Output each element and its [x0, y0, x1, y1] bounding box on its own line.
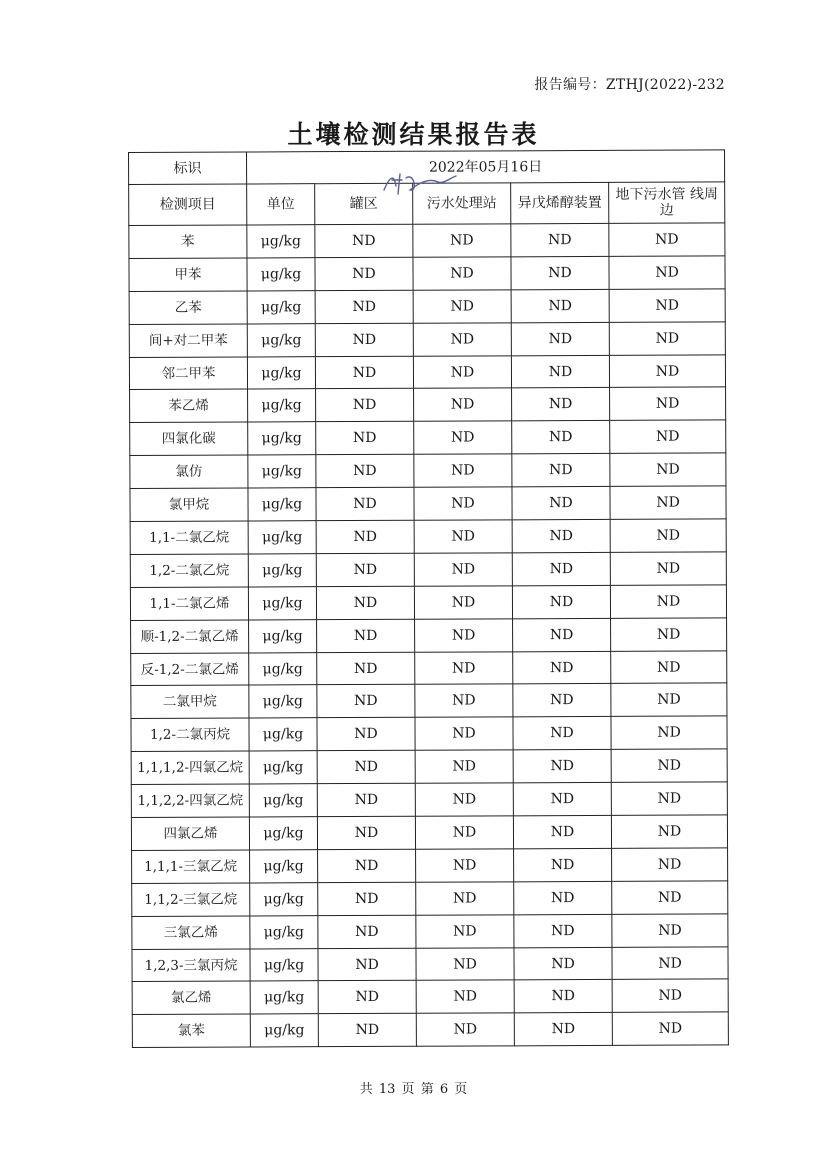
item-name: 三氯乙烯: [132, 916, 250, 949]
result-cell: ND: [414, 520, 512, 553]
result-cell: ND: [609, 322, 725, 355]
unit-cell: μg/kg: [250, 850, 318, 883]
result-cell: ND: [514, 980, 612, 1013]
result-cell: ND: [514, 947, 612, 980]
result-cell: ND: [315, 290, 413, 323]
result-cell: ND: [512, 421, 610, 454]
item-name: 1,1,2-三氯乙烷: [132, 883, 250, 916]
unit-cell: μg/kg: [248, 521, 316, 554]
result-cell: ND: [611, 815, 727, 848]
unit-cell: μg/kg: [248, 554, 316, 587]
result-cell: ND: [513, 783, 611, 816]
unit-cell: μg/kg: [250, 915, 318, 948]
unit-cell: μg/kg: [250, 981, 318, 1014]
result-cell: ND: [413, 290, 511, 323]
result-cell: ND: [413, 355, 511, 388]
result-cell: ND: [317, 718, 415, 751]
result-cell: ND: [611, 650, 727, 683]
item-name: 1,1-二氯乙烷: [130, 521, 248, 554]
result-cell: ND: [318, 849, 416, 882]
result-cell: ND: [611, 749, 727, 782]
result-cell: ND: [513, 815, 611, 848]
item-name: 四氯化碳: [130, 422, 248, 455]
result-cell: ND: [612, 1012, 728, 1045]
result-cell: ND: [318, 981, 416, 1014]
result-cell: ND: [416, 882, 514, 915]
result-cell: ND: [514, 914, 612, 947]
result-cell: ND: [610, 387, 726, 420]
result-cell: ND: [513, 651, 611, 684]
item-name: 1,1,2,2-四氯乙烷: [131, 784, 249, 817]
column-header: 单位: [247, 184, 315, 225]
item-name: 氯甲烷: [130, 488, 248, 521]
result-cell: ND: [612, 914, 728, 947]
table-row: [132, 881, 728, 916]
result-cell: ND: [511, 289, 609, 322]
header-row: [129, 182, 725, 226]
result-cell: ND: [316, 487, 414, 520]
result-cell: ND: [610, 519, 726, 552]
result-cell: ND: [413, 323, 511, 356]
table-row: [131, 749, 727, 784]
result-cell: ND: [513, 750, 611, 783]
table-row: [129, 223, 725, 258]
result-cell: ND: [316, 520, 414, 553]
table-row: [130, 453, 726, 488]
result-cell: ND: [610, 552, 726, 585]
result-cell: ND: [416, 1013, 514, 1046]
column-header: 罐区: [315, 183, 413, 224]
result-cell: ND: [611, 683, 727, 716]
table-row: [130, 552, 726, 587]
table-row: [131, 650, 727, 685]
unit-cell: μg/kg: [250, 882, 318, 915]
result-cell: ND: [415, 717, 513, 750]
result-cell: ND: [315, 224, 413, 257]
result-cell: ND: [511, 256, 609, 289]
unit-cell: μg/kg: [247, 290, 315, 323]
unit-cell: μg/kg: [249, 718, 317, 751]
result-cell: ND: [514, 1013, 612, 1046]
result-cell: ND: [612, 881, 728, 914]
page-title: 土壤检测结果报告表: [287, 120, 540, 149]
table-row: [132, 979, 728, 1014]
unit-cell: μg/kg: [250, 948, 318, 981]
result-cell: ND: [612, 979, 728, 1012]
result-cell: ND: [317, 685, 415, 718]
result-cell: ND: [611, 716, 727, 749]
item-name: 甲苯: [129, 258, 247, 291]
unit-cell: μg/kg: [249, 751, 317, 784]
table-row: [131, 683, 727, 718]
unit-cell: μg/kg: [249, 817, 317, 850]
item-name: 乙苯: [129, 291, 247, 324]
result-cell: ND: [317, 816, 415, 849]
result-cell: ND: [609, 354, 725, 387]
result-cell: ND: [512, 487, 610, 520]
result-cell: ND: [612, 848, 728, 881]
result-cell: ND: [611, 618, 727, 651]
table-row: [132, 848, 728, 883]
unit-cell: μg/kg: [248, 422, 316, 455]
id-row: [129, 150, 725, 185]
result-cell: ND: [413, 224, 511, 257]
result-cell: ND: [316, 389, 414, 422]
result-cell: ND: [511, 322, 609, 355]
unit-cell: μg/kg: [248, 455, 316, 488]
result-cell: ND: [414, 421, 512, 454]
results-table: [128, 149, 729, 1048]
result-cell: ND: [513, 717, 611, 750]
unit-cell: μg/kg: [247, 225, 315, 258]
item-name: 顺-1,2-二氯乙烯: [131, 620, 249, 653]
result-cell: ND: [415, 684, 513, 717]
table-row: [131, 716, 727, 751]
column-header: 污水处理站: [413, 183, 511, 224]
item-name: 1,2,3-三氯丙烷: [132, 949, 250, 982]
result-cell: ND: [610, 486, 726, 519]
result-cell: ND: [416, 947, 514, 980]
result-cell: ND: [610, 420, 726, 453]
item-name: 1,2-二氯丙烷: [131, 718, 249, 751]
result-cell: ND: [317, 652, 415, 685]
item-name: 1,1,1,2-四氯乙烷: [131, 751, 249, 784]
result-cell: ND: [609, 289, 725, 322]
item-name: 四氯乙烯: [131, 817, 249, 850]
result-cell: ND: [414, 487, 512, 520]
result-cell: ND: [316, 586, 414, 619]
unit-cell: μg/kg: [250, 1014, 318, 1047]
unit-cell: μg/kg: [248, 488, 316, 521]
table-row: [132, 946, 728, 981]
result-cell: ND: [416, 849, 514, 882]
item-name: 1,1-二氯乙烯: [130, 587, 248, 620]
unit-cell: μg/kg: [248, 586, 316, 619]
result-cell: ND: [413, 257, 511, 290]
item-name: 间+对二甲苯: [129, 324, 247, 357]
result-cell: ND: [318, 915, 416, 948]
item-name: 氯乙烯: [132, 981, 250, 1014]
result-cell: ND: [511, 355, 609, 388]
table-row: [130, 486, 726, 521]
item-name: 苯: [129, 225, 247, 258]
result-cell: ND: [414, 586, 512, 619]
item-name: 苯乙烯: [130, 389, 248, 422]
result-cell: ND: [415, 783, 513, 816]
result-cell: ND: [415, 651, 513, 684]
result-cell: ND: [514, 881, 612, 914]
result-cell: ND: [415, 619, 513, 652]
result-cell: ND: [611, 782, 727, 815]
item-name: 氯苯: [132, 1014, 250, 1047]
result-cell: ND: [612, 946, 728, 979]
result-cell: ND: [316, 422, 414, 455]
unit-cell: μg/kg: [247, 258, 315, 291]
table-row: [130, 519, 726, 554]
table-row: [129, 354, 725, 389]
table-row: [129, 289, 725, 324]
table-row: [130, 387, 726, 422]
item-name: 反-1,2-二氯乙烯: [131, 653, 249, 686]
result-cell: ND: [512, 388, 610, 421]
result-cell: ND: [415, 816, 513, 849]
result-cell: ND: [317, 783, 415, 816]
result-cell: ND: [414, 388, 512, 421]
result-cell: ND: [315, 257, 413, 290]
table-row: [132, 1012, 728, 1047]
result-cell: ND: [414, 553, 512, 586]
sampling-date: 2022年05月16日: [247, 150, 725, 184]
result-cell: ND: [512, 585, 610, 618]
table-row: [130, 585, 726, 620]
result-cell: ND: [317, 751, 415, 784]
result-cell: ND: [609, 223, 725, 256]
result-cell: ND: [511, 223, 609, 256]
result-cell: ND: [315, 356, 413, 389]
item-name: 二氯甲烷: [131, 685, 249, 718]
table-row: [129, 322, 725, 357]
item-name: 1,1,1-三氯乙烷: [132, 850, 250, 883]
item-name: 邻二甲苯: [129, 357, 247, 390]
page-footer: 共 13 页 第 6 页: [359, 1082, 468, 1097]
column-header: 异戊烯醇装置: [511, 182, 609, 223]
result-cell: ND: [610, 453, 726, 486]
result-cell: ND: [316, 454, 414, 487]
result-cell: ND: [513, 618, 611, 651]
item-name: 1,2-二氯乙烷: [130, 554, 248, 587]
unit-cell: μg/kg: [248, 389, 316, 422]
unit-cell: μg/kg: [247, 323, 315, 356]
id-label: 标识: [129, 152, 247, 185]
result-cell: ND: [318, 882, 416, 915]
table-row: [131, 618, 727, 653]
item-name: 氯仿: [130, 455, 248, 488]
result-cell: ND: [316, 553, 414, 586]
table-row: [130, 420, 726, 455]
table-row: [132, 914, 728, 949]
unit-cell: μg/kg: [249, 784, 317, 817]
result-cell: ND: [512, 454, 610, 487]
result-cell: ND: [416, 915, 514, 948]
column-header: 地下污水管 线周边: [609, 182, 725, 224]
table-row: [131, 815, 727, 850]
unit-cell: μg/kg: [249, 619, 317, 652]
result-cell: ND: [318, 1014, 416, 1047]
unit-cell: μg/kg: [249, 652, 317, 685]
report-number: 报告编号：ZTHJ(2022)-232: [534, 77, 725, 93]
result-cell: ND: [317, 619, 415, 652]
result-cell: ND: [315, 323, 413, 356]
result-cell: ND: [513, 684, 611, 717]
unit-cell: μg/kg: [249, 685, 317, 718]
unit-cell: μg/kg: [247, 356, 315, 389]
table-row: [131, 782, 727, 817]
result-cell: ND: [414, 454, 512, 487]
result-cell: ND: [609, 256, 725, 289]
result-cell: ND: [415, 750, 513, 783]
result-cell: ND: [514, 848, 612, 881]
result-cell: ND: [416, 980, 514, 1013]
result-cell: ND: [610, 585, 726, 618]
result-cell: ND: [318, 948, 416, 981]
table-row: [129, 256, 725, 291]
result-cell: ND: [512, 552, 610, 585]
column-header: 检测项目: [129, 184, 247, 226]
result-cell: ND: [512, 519, 610, 552]
